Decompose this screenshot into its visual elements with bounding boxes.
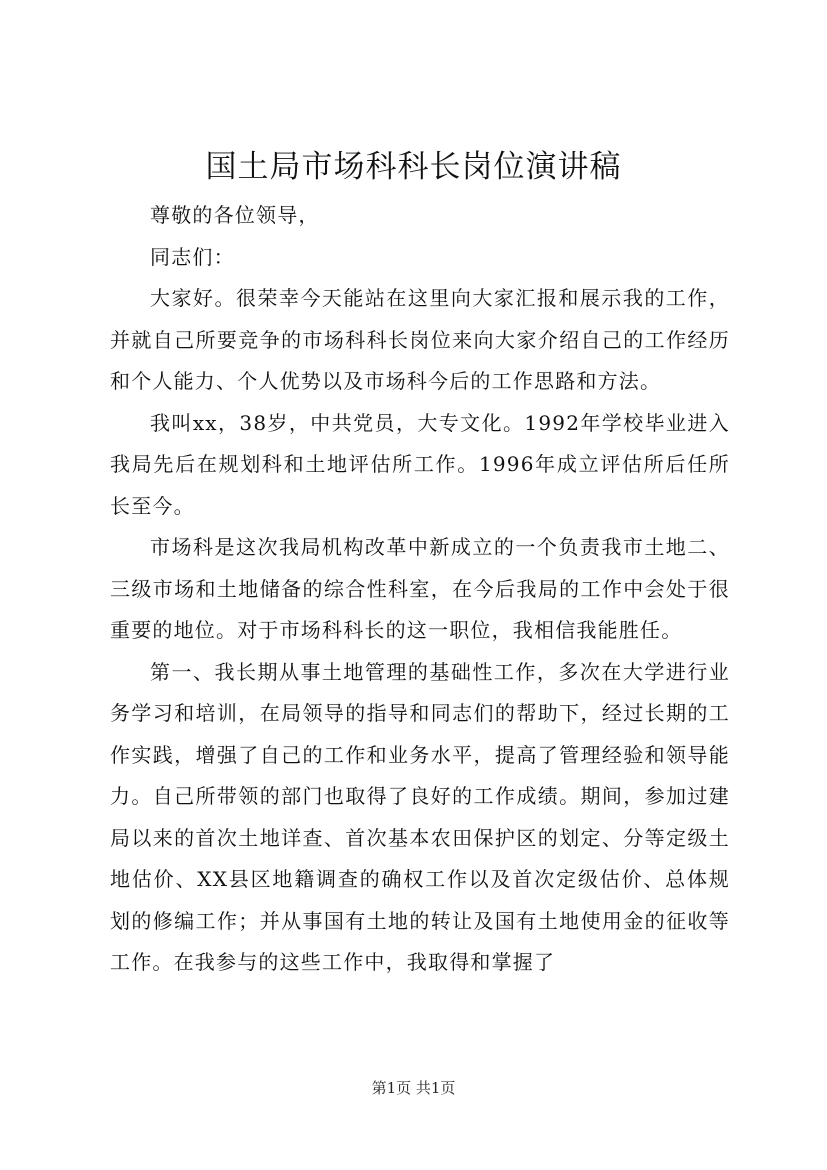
document-title: 国土局市场科科长岗位演讲稿 <box>205 149 622 185</box>
page-footer: 第1页 共1页 <box>371 1079 456 1097</box>
document-body <box>110 195 730 984</box>
salutation-comrades: 同志们： <box>150 244 235 269</box>
paragraph-department: 市场科是这次我局机构改革中新成立的一个负责我市土地二、三级市场和土地储备的综合性科室，在今后我局的工作中会处于很重要的地位。对于市场科科长的这一职位，我相信我能胜任。 <box>110 535 730 642</box>
salutation-leaders: 尊敬的各位领导， <box>150 203 320 227</box>
paragraph-greeting: 大家好。很荣幸今天能站在这里向大家汇报和展示我的工作，并就自己所要竞争的市场科科长岗位来向大家介绍自己的工作经历和个人能力、个人优势以及市场科今后的工作思路和方法。 <box>110 286 730 393</box>
paragraph-introduction: 我叫xx，38岁，中共党员，大专文化。1992年学校毕业进入我局先后在规划科和土地评估所工作。1996年成立评估所后任所长至今。 <box>110 410 730 518</box>
paragraph-first-point: 第一、我长期从事土地管理的基础性工作，多次在大学进行业务学习和培训，在局领导的指导和同志们的帮助下，经过长期的工作实践，增强了自己的工作和业务水平，提高了管理经验和领导能力。自己所带领的部门也取得了良好的工作成绩。期间，参加过建局以来的首次土地详查、首次基本农田保护区的划定、分等定级土地估价、XX县区地籍调查的确权工作以及首次定级估价、总体规划的修编工作；并从事国有土地的转让及国有土地使用金的征收等工作。在我参与的这些工作中，我取得和掌握了 <box>110 659 730 974</box>
